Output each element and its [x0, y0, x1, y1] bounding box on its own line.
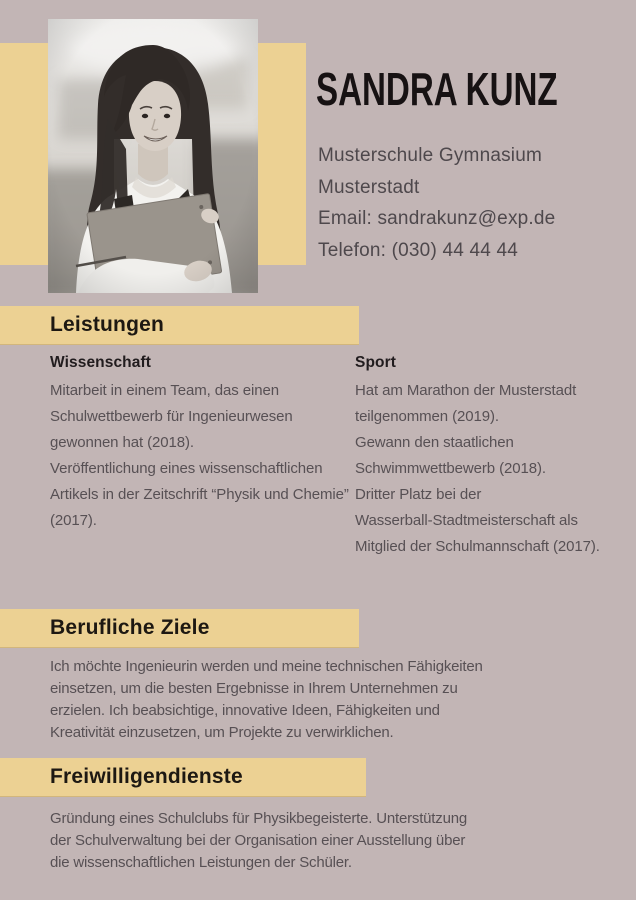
sport-text: [355, 378, 625, 560]
achievement-line: Mitglied der Schulmannschaft (2017).: [355, 538, 600, 555]
contact-line: Musterschule Gymnasium: [318, 145, 543, 166]
achievement-line: teilgenommen (2019).: [355, 408, 499, 425]
contact-line: Telefon: (030) 44 44 44: [318, 239, 519, 261]
achievement-line: Schulwettbewerb für Ingenieurwesen: [50, 408, 293, 425]
paragraph-line: einsetzen, um die besten Ergebnisse in Ihrem Unternehmen zu: [50, 680, 458, 697]
paragraph-line: erzielen. Ich beabsichtige, innovative Ideen, Fähigkeiten und: [50, 702, 440, 719]
wissenschaft-text: [50, 378, 350, 534]
achievement-line: gewonnen hat (2018).: [50, 434, 194, 451]
berufliche-ziele-paragraph: [50, 656, 483, 744]
paragraph-line: Kreativität einzusetzen, um Projekte zu verwirklichen.: [50, 724, 394, 741]
page-title-name: SANDRA KUNZ: [316, 63, 558, 115]
achievement-line: Veröffentlichung eines wissenschaftlichen: [50, 460, 323, 477]
paragraph-line: Ich möchte Ingenieurin werden und meine technischen Fähigkeiten: [50, 658, 483, 675]
achievement-line: Gewann den staatlichen: [355, 434, 514, 451]
achievements-column-wissenschaft: [50, 354, 350, 534]
contact-line: Email: sandrakunz@exp.de: [318, 208, 556, 229]
contact-block: [318, 140, 555, 266]
achievement-line: Wasserball-Stadtmeisterschaft als: [355, 512, 578, 529]
achievement-line: Artikels in der Zeitschrift “Physik und Chemie”: [50, 486, 349, 503]
section-header-berufliche-ziele: [0, 609, 359, 648]
freiwilligendienste-paragraph: [50, 808, 467, 874]
section-title: Freiwilligendienste: [50, 765, 243, 788]
achievements-column-sport: [355, 354, 625, 560]
contact-line: Musterstadt: [318, 176, 420, 198]
column-heading-sport: Sport: [355, 354, 396, 371]
achievement-line: Mitarbeit in einem Team, das einen: [50, 382, 279, 399]
section-header-freiwilligendienste: [0, 758, 366, 797]
column-heading-wissenschaft: Wissenschaft: [50, 354, 151, 371]
section-title: Berufliche Ziele: [50, 616, 210, 639]
achievement-line: (2017).: [50, 512, 97, 529]
achievement-line: Hat am Marathon der Musterstadt: [355, 382, 577, 399]
profile-photo: [48, 19, 258, 293]
paragraph-line: der Schulverwaltung bei der Organisation einer Ausstellung über: [50, 832, 466, 849]
section-header-leistungen: [0, 306, 359, 345]
paragraph-line: Gründung eines Schulclubs für Physikbegeisterte. Unterstützung: [50, 810, 468, 827]
achievement-line: Schwimmwettbewerb (2018).: [355, 460, 546, 477]
student-portrait-illustration: [48, 19, 258, 293]
section-title: Leistungen: [50, 313, 165, 336]
paragraph-line: die wissenschaftlichen Leistungen der Schüler.: [50, 854, 352, 871]
achievement-line: Dritter Platz bei der: [355, 486, 482, 503]
